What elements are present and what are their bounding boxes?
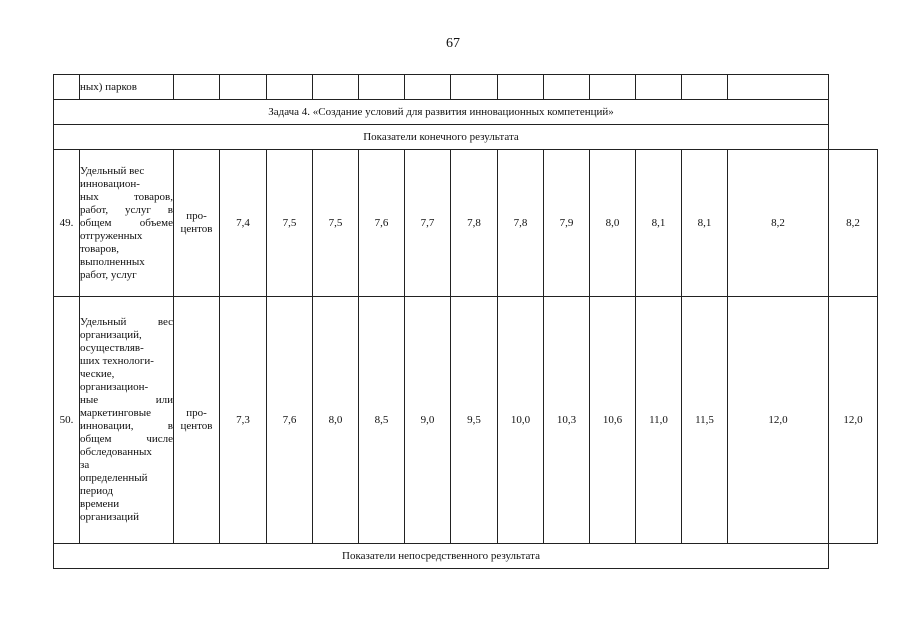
indicator-name-line: организацион- <box>80 381 149 393</box>
indicator-name-line: работ, услуг в <box>80 203 173 216</box>
indicator-name-line: времени <box>80 498 120 510</box>
indicator-name-line: общем числе <box>80 433 173 445</box>
value-cell: 7,7 <box>405 150 451 297</box>
empty-cell <box>544 75 590 100</box>
indicator-name-line: маркетинговые <box>80 407 152 419</box>
empty-cell <box>220 75 267 100</box>
empty-cell <box>636 75 682 100</box>
empty-cell <box>682 75 728 100</box>
unit-line: центов <box>180 223 213 235</box>
empty-cell <box>451 75 498 100</box>
empty-cell <box>405 75 451 100</box>
task-title: Задача 4. «Создание условий для развития инновационных компетенций» <box>54 100 829 125</box>
empty-cell <box>313 75 359 100</box>
indicator-name-line: работ, услуг <box>80 268 137 281</box>
table-row <box>54 100 878 125</box>
indicator-name-line: определенный <box>80 472 148 484</box>
indicator-name-line: Удельный вес <box>80 316 173 328</box>
value-cell: 7,5 <box>313 150 359 297</box>
indicator-name-line: период <box>80 485 113 497</box>
indicator-name-line: обследованных <box>80 446 152 458</box>
name-cell: ных) парков <box>80 75 174 100</box>
value-cell: 11,0 <box>636 297 682 544</box>
value-cell: 8,5 <box>359 297 405 544</box>
value-cell: 7,4 <box>220 150 267 297</box>
unit-cell <box>174 297 220 544</box>
unit-cell <box>174 150 220 297</box>
value-cell: 11,5 <box>682 297 728 544</box>
indicator-name-line: инновации, в <box>80 420 173 432</box>
indicator-name-line: общем объеме <box>80 216 173 229</box>
empty-cell <box>498 75 544 100</box>
value-cell: 9,5 <box>451 297 498 544</box>
indicator-name-line: ные или <box>80 394 173 406</box>
empty-cell <box>728 75 829 100</box>
indicator-name-line: осуществляв- <box>80 342 144 354</box>
value-cell: 9,0 <box>405 297 451 544</box>
value-cell: 7,5 <box>267 150 313 297</box>
page-number: 67 <box>446 36 460 51</box>
value-cell: 10,3 <box>544 297 590 544</box>
value-cell: 12,0 <box>829 297 878 544</box>
table-row <box>54 150 878 297</box>
empty-cell <box>267 75 313 100</box>
table-row <box>54 544 878 569</box>
value-cell: 7,9 <box>544 150 590 297</box>
value-cell: 10,0 <box>498 297 544 544</box>
section-title-direct: Показатели непосредственного результата <box>54 544 829 569</box>
value-cell: 8,1 <box>636 150 682 297</box>
indicator-name-line: выполненных <box>80 255 145 268</box>
indicator-name-line: инновацион- <box>80 177 140 190</box>
row-number: 50. <box>54 297 80 544</box>
indicator-name-line: за <box>80 459 90 471</box>
indicator-name-line: ших технологи- <box>80 355 154 367</box>
indicator-name-line: ческие, <box>80 368 115 380</box>
indicator-name-line: организаций <box>80 511 140 523</box>
unit-line: про- <box>186 210 207 222</box>
table-row <box>54 297 878 544</box>
value-cell: 8,2 <box>829 150 878 297</box>
row-number: 49. <box>54 150 80 297</box>
value-cell: 8,0 <box>590 150 636 297</box>
value-cell: 10,6 <box>590 297 636 544</box>
indicator-name-line: организаций, <box>80 329 142 341</box>
empty-cell <box>590 75 636 100</box>
indicator-name-line: отгруженных <box>80 229 143 242</box>
indicator-name-line: Удельный вес <box>80 164 145 177</box>
indicator-name-line: товаров, <box>80 242 120 255</box>
value-cell: 7,6 <box>267 297 313 544</box>
unit-line: центов <box>180 420 213 432</box>
value-cell: 8,0 <box>313 297 359 544</box>
empty-cell <box>359 75 405 100</box>
value-cell: 12,0 <box>728 297 829 544</box>
value-cell: 7,8 <box>498 150 544 297</box>
unit-line: про- <box>186 407 207 419</box>
value-cell: 7,3 <box>220 297 267 544</box>
indicator-name <box>80 150 174 297</box>
empty-cell <box>174 75 220 100</box>
table-row <box>54 125 878 150</box>
indicator-name-line: ных товаров, <box>80 190 173 203</box>
num-cell <box>54 75 80 100</box>
table-row <box>54 75 878 100</box>
section-title-final: Показатели конечного результата <box>54 125 829 150</box>
value-cell: 8,2 <box>728 150 829 297</box>
indicator-name <box>80 297 174 544</box>
value-cell: 7,8 <box>451 150 498 297</box>
value-cell: 7,6 <box>359 150 405 297</box>
value-cell: 8,1 <box>682 150 728 297</box>
indicators-table <box>53 74 878 569</box>
